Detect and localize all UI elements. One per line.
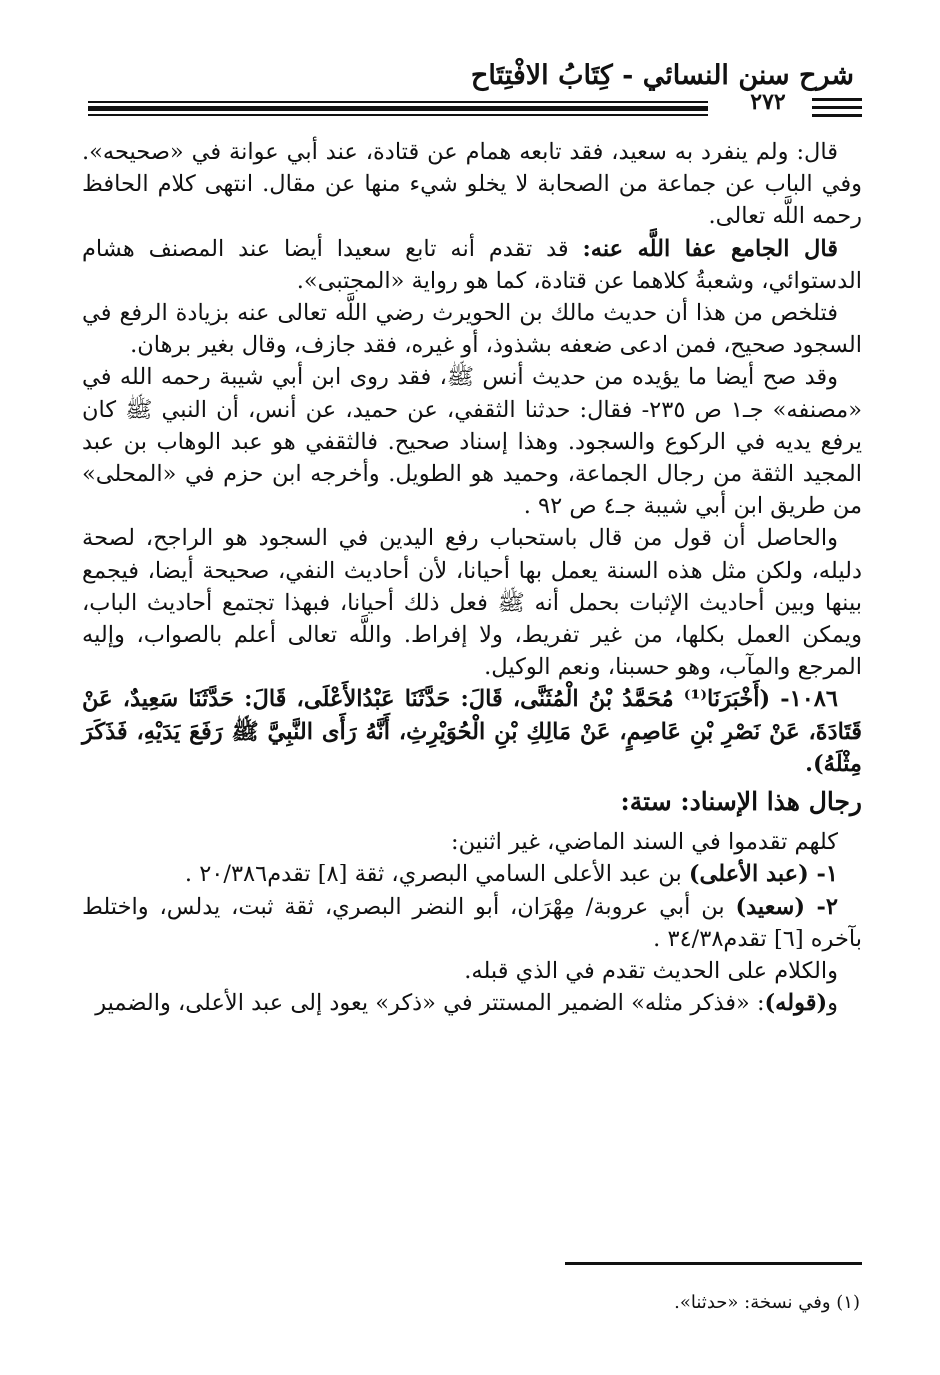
paragraph-text: : «فذكر مثله» الضمير المستتر في «ذكر» يعود إلى عبد الأعلى، والضمير (95, 990, 765, 1017)
paragraph: والكلام على الحديث تقدم في الذي قبله. (464, 958, 838, 985)
narrator-entry (82, 891, 862, 955)
header-rule (88, 106, 708, 111)
hadith-text: ١٠٨٦- (أَخْبَرَنَا⁽¹⁾ مُحَمَّدُ بْنُ الْمُثَنَّى، قَالَ: حَدَّثَنَا عَبْدُالأَعْلَى، قَالَ: حَدَّثَنَا سَعِيدٌ، عَنْ قَتَادَةَ، عَنْ نَصْرِ بْنِ عَاصِمٍ، عَنْ مَالِكِ بْنِ الْحُوَيْرِثِ، أَنَّهُ رَأَى النَّبِيَّ ﷺ رَفَعَ يَدَيْهِ، فَذَكَرَ مِثْلَهُ). (82, 686, 862, 777)
compiler-remark-label: قال الجامع عفا اللَّه عنه: (582, 235, 838, 262)
page-number-rule (812, 106, 862, 109)
footnote: (١) وفي نسخة: «حدثنا». (674, 1292, 860, 1313)
paragraph: فتلخص من هذا أن حديث مالك بن الحويرث رضي اللَّه تعالى عنه بزيادة الرفع في السجود صحيح، فمن ادعى ضعفه بشذوذ، أو غيره، فقد جازف، وقال بغير برهان. (82, 300, 862, 359)
paragraph: والحاصل أن قول من قال باستحباب رفع اليدين في السجود هو الراجح، لصحة دليله، ولكن مثل هذه السنة يعمل بها أحيانا، لأن أحاديث النفي، صحيحة أيضا، فيجمع بينها وبين أحاديث الإثبات بحمل أنه ﷺ فعل ذلك أحيانا، فبهذا تجتمع أحاديث الباب، ويمكن العمل بكلها، من غير تفريط، ولا إفراط. واللَّه تعالى أعلم بالصواب، وإليه المرجع والمآب، وهو حسبنا، ونعم الوكيل. (82, 525, 862, 681)
page-number-rule (812, 114, 862, 117)
quoted-phrase-label: (قوله) (764, 990, 828, 1017)
narrator-details: بن عبد الأعلى السامي البصري، ثقة [٨] تقدم٢٠/٣٨٦ . (184, 861, 689, 888)
page-number: ٢٧٢ (750, 89, 786, 115)
narrator-name: ١- (عبد الأعلى) (688, 861, 838, 888)
header-rule (88, 101, 708, 103)
paragraph (82, 987, 862, 1019)
paragraph: قال: ولم ينفرد به سعيد، فقد تابعه همام عن قتادة، عند أبي عوانة في «صحيحه». وفي الباب عن جماعة من الصحابة لا يخلو شيء منها عن مقال. انتهى كلام الحافظ رحمه اللَّه تعالى. (82, 139, 862, 230)
narrator-name: ٢- (سعيد) (735, 893, 838, 920)
footnote-rule (565, 1262, 862, 1265)
header-rule (88, 114, 708, 116)
page-number-rule (812, 98, 862, 101)
running-header-title: شرح سنن النسائي - كِتَابُ الافْتِتَاح (470, 60, 854, 91)
section-heading: رجال هذا الإسناد: ستة: (620, 787, 862, 817)
narrator-entry (82, 858, 862, 890)
paragraph (82, 233, 862, 297)
page-body (82, 136, 862, 1019)
paragraph-text: و (827, 990, 838, 1017)
paragraph-text: قد تقدم أنه تابع سعيدا أيضا عند المصنف هشام الدستوائي، وشعبةُ كلاهما عن قتادة، كما هو رواية «المجتبى». (82, 235, 862, 294)
paragraph: كلهم تقدموا في السند الماضي، غير اثنين: (451, 829, 838, 856)
paragraph: وقد صح أيضا ما يؤيده من حديث أنس ﷺ، فقد روى ابن أبي شيبة رحمه الله في «مصنفه» جـ١ ص ٢٣٥- فقال: حدثنا الثقفي، عن حميد، عن أنس، أن النبي ﷺ كان يرفع يديه في الركوع والسجود. وهذا إسناد صحيح. فالثقفي هو عبد الوهاب بن عبد المجيد الثقة من رجال الجماعة، وحميد هو الطويل. وأخرجه ابن حزم في «المحلى» من طريق ابن أبي شيبة جـ٤ ص ٩٢ . (82, 364, 862, 520)
narrator-details: بن أبي عروبة/ مِهْرَان، أبو النضر البصري، ثقة ثبت، يدلس، واختلط بآخره [٦] تقدم٣٤/٣٨ . (82, 893, 862, 952)
